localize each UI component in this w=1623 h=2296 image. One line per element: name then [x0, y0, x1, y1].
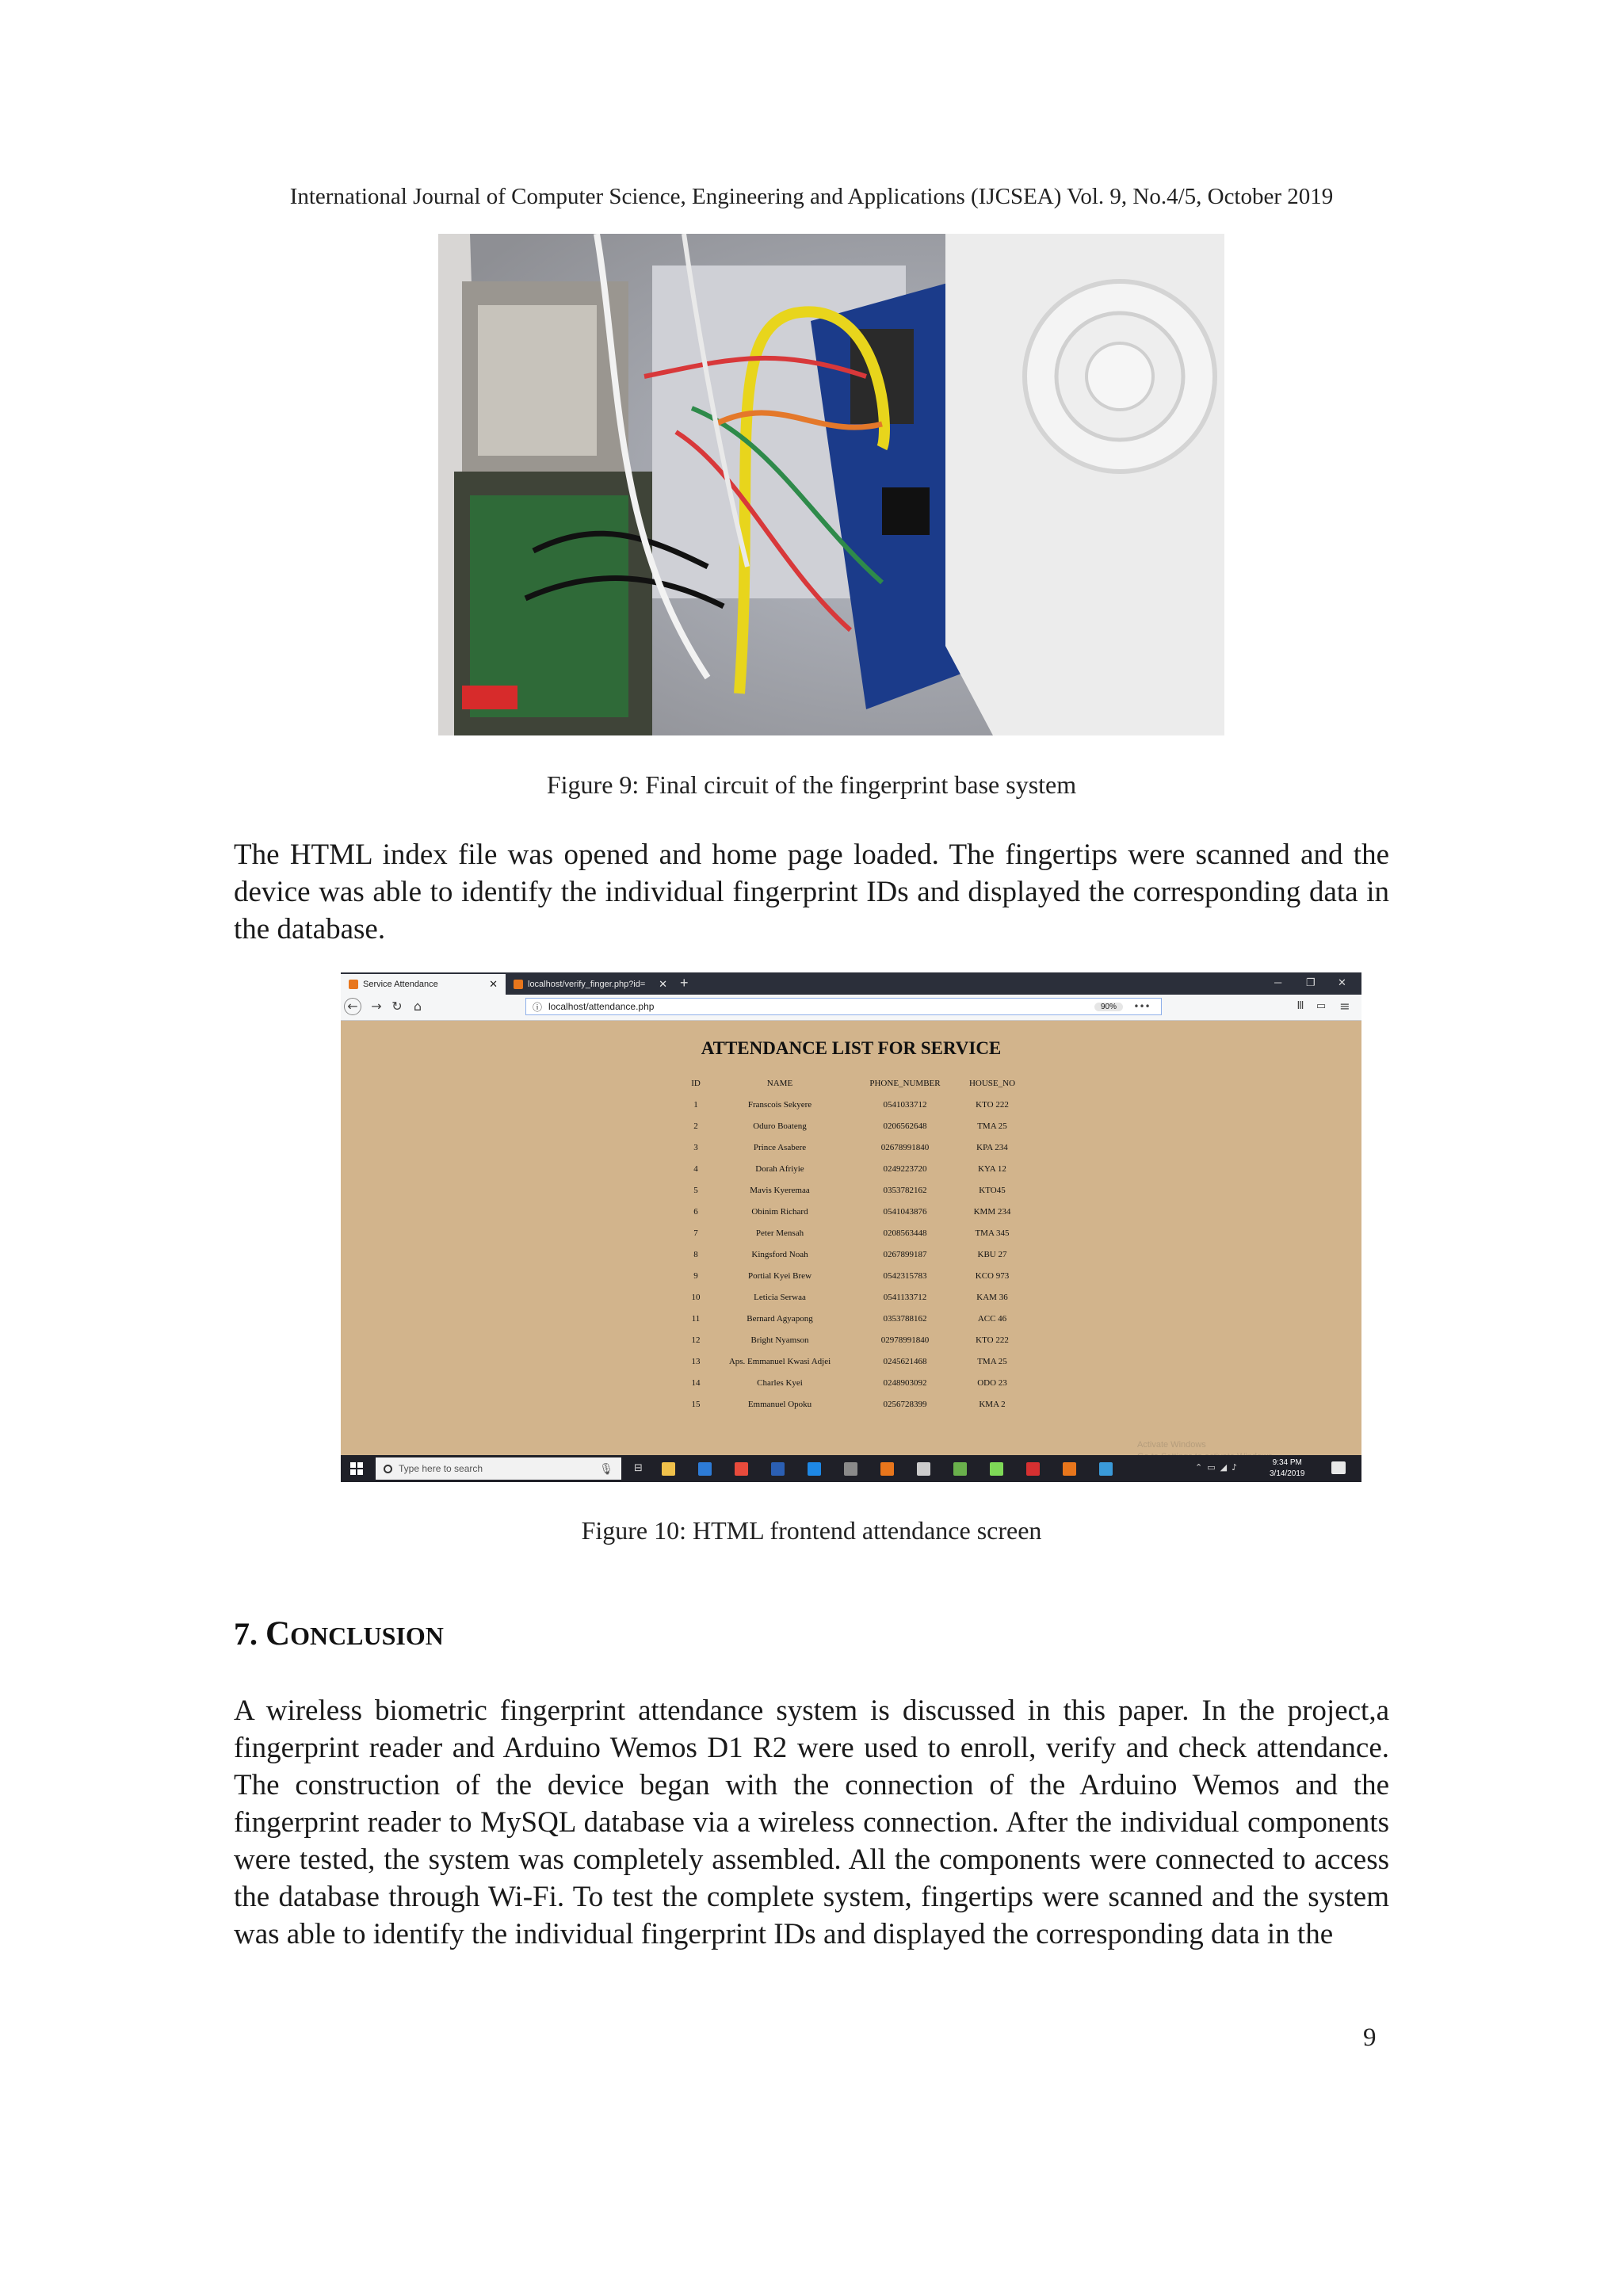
cell-id: 4 [693, 1163, 698, 1174]
cell-id: 2 [693, 1121, 698, 1131]
attendance-table [685, 1072, 1028, 1415]
table-row [685, 1350, 1028, 1372]
cell-name: Kingsford Noah [751, 1249, 808, 1259]
forward-icon[interactable]: → [371, 999, 382, 1014]
taskbar-app-icon[interactable] [1063, 1462, 1076, 1476]
paragraph-1 [234, 836, 1389, 948]
table-row [685, 1094, 1028, 1115]
running-header: International Journal of Computer Science, Engineering and Applications (IJCSEA) Vol. 9, No.4/5, October 2019 [289, 184, 1334, 209]
cell-id: 13 [691, 1356, 701, 1366]
cell-name: Emmanuel Opoku [747, 1399, 812, 1409]
watermark-line: Activate Windows [1137, 1440, 1206, 1450]
taskbar-app-icon[interactable] [953, 1462, 967, 1476]
cell-id: 5 [693, 1185, 698, 1195]
cell-name: Oduro Boateng [753, 1121, 807, 1131]
cell-house: ACC 46 [977, 1313, 1007, 1324]
section-title-initial: C [265, 1615, 291, 1652]
browser-nav-bar [341, 995, 1361, 1021]
tab-label: localhost/verify_finger.php?id= [528, 980, 646, 989]
cell-phone: 0245621468 [883, 1356, 927, 1366]
new-tab-icon[interactable]: + [680, 975, 689, 991]
column-header-house: HOUSE_NO [968, 1078, 1016, 1088]
taskbar-app-icon[interactable] [844, 1462, 857, 1476]
tab-verify-finger[interactable] [506, 974, 675, 995]
cell-phone: 0256728399 [883, 1399, 927, 1409]
task-view-icon[interactable]: ⊟ [634, 1462, 643, 1474]
table-row [685, 1244, 1028, 1265]
cell-house: KCO 973 [975, 1270, 1010, 1281]
figure-9-circuit-photo [438, 234, 1224, 735]
cell-name: Peter Mensah [755, 1228, 804, 1238]
cell-phone: 0248903092 [883, 1377, 927, 1388]
attendance-title: ATTENDANCE LIST FOR SERVICE [701, 1038, 1002, 1058]
cell-id: 1 [693, 1099, 698, 1110]
attendance-page [341, 1021, 1361, 1455]
cell-house: KTO 222 [976, 1099, 1009, 1110]
figure-9-caption: Figure 9: Final circuit of the fingerprint base system [546, 770, 1077, 799]
browser-tab-bar [341, 972, 1361, 995]
paragraph-2-text: A wireless biometric fingerprint attendance system is discussed in this paper. In the project,a fingerprint reader and Arduino Wemos D1 R2 were used to enroll, verify and check attendance. The construction of the device began with the connection of the Arduino Wemos and the fingerprint reader to MySQL database via a wireless connection. After the individual components were tested, the system was completely assembled. All the components were connected to access the database through Wi-Fi. To test the complete system, fingertips were scanned and the system was able to identify the individual fingerprint IDs and displayed the corresponding data in the [234, 1694, 1389, 1950]
cell-house: TMA 25 [977, 1356, 1007, 1366]
table-row [685, 1115, 1028, 1137]
taskbar-search-box[interactable] [376, 1457, 621, 1480]
taskbar-clock[interactable] [1270, 1457, 1305, 1480]
search-placeholder: Type here to search [399, 1463, 483, 1474]
taskbar-app-icon[interactable] [698, 1462, 712, 1476]
table-row [685, 1393, 1028, 1415]
windows-taskbar [341, 1455, 1361, 1482]
table-row [685, 1286, 1028, 1308]
cell-id: 7 [693, 1228, 698, 1238]
close-tab-icon[interactable]: ✕ [659, 978, 667, 990]
cell-house: KYA 12 [978, 1163, 1006, 1174]
favicon-icon [349, 980, 358, 989]
cell-house: TMA 25 [977, 1121, 1007, 1131]
cell-id: 8 [693, 1249, 698, 1259]
table-row [685, 1329, 1028, 1350]
cell-id: 15 [691, 1399, 701, 1409]
cell-name: Mavis Kyeremaa [750, 1185, 810, 1195]
table-row [685, 1158, 1028, 1179]
cell-phone: 0206562648 [883, 1121, 927, 1131]
taskbar-app-icon[interactable] [1099, 1462, 1113, 1476]
cell-id: 3 [693, 1142, 698, 1152]
cell-name: Portial Kyei Brew [747, 1270, 812, 1281]
cell-phone: 0541133712 [883, 1292, 927, 1302]
cell-house: KTO 222 [976, 1335, 1009, 1345]
taskbar-app-icon[interactable] [735, 1462, 748, 1476]
restore-icon[interactable]: ❐ [1306, 976, 1316, 988]
taskbar-app-icon[interactable] [771, 1462, 785, 1476]
microphone-icon[interactable]: 🎙 [599, 1461, 613, 1475]
sidebar-icon[interactable]: ▭ [1316, 1000, 1327, 1012]
figure-10-caption: Figure 10: HTML frontend attendance screen [581, 1516, 1042, 1545]
cell-house: ODO 23 [977, 1377, 1007, 1388]
close-tab-icon[interactable]: ✕ [489, 978, 498, 990]
paragraph-1-text: The HTML index file was opened and home page loaded. The fingertips were scanned and the device was able to identify the individual fingerprint IDs and displayed the corresponding data in the database. [234, 839, 1389, 946]
cell-id: 6 [693, 1206, 698, 1217]
section-number: 7. [234, 1616, 258, 1652]
attendance-table-body [685, 1094, 1028, 1415]
column-header-name: NAME [766, 1078, 793, 1088]
cell-house: KMM 234 [973, 1206, 1011, 1217]
zoom-level[interactable]: 90% [1094, 1003, 1123, 1011]
cell-name: Aps. Emmanuel Kwasi Adjei [728, 1356, 831, 1366]
cell-phone: 0249223720 [883, 1163, 927, 1174]
section-heading-conclusion [234, 1614, 444, 1653]
cell-phone: 0542315783 [883, 1270, 927, 1281]
cell-id: 12 [691, 1335, 701, 1345]
cell-house: KBU 27 [977, 1249, 1007, 1259]
cell-name: Bright Nyamson [750, 1335, 809, 1345]
section-title-rest: ONCLUSION [290, 1622, 444, 1650]
cell-id: 10 [691, 1292, 701, 1302]
cell-name: Bernard Agyapong [747, 1313, 813, 1324]
paragraph-2 [234, 1692, 1389, 1953]
clock-date: 3/14/2019 [1270, 1469, 1305, 1478]
windows-start-icon[interactable] [350, 1462, 363, 1475]
figure-10-browser-screenshot [341, 972, 1361, 1482]
favicon-icon [514, 980, 523, 989]
home-icon[interactable]: ⌂ [413, 999, 422, 1014]
notification-icon[interactable] [1331, 1461, 1346, 1474]
taskbar-app-icon[interactable] [808, 1462, 821, 1476]
cell-phone: 02678991840 [880, 1142, 930, 1152]
table-row [685, 1372, 1028, 1393]
url-text: localhost/attendance.php [548, 1001, 655, 1012]
taskbar-app-icon[interactable] [917, 1462, 930, 1476]
clock-time: 9:34 PM [1272, 1458, 1302, 1467]
cell-name: Prince Asabere [753, 1142, 807, 1152]
back-icon[interactable]: ← [344, 998, 361, 1015]
cell-house: KAM 36 [976, 1292, 1008, 1302]
cell-phone: 0353782162 [883, 1185, 927, 1195]
table-header-row [685, 1072, 1028, 1094]
table-row [685, 1265, 1028, 1286]
cell-house: KPA 234 [976, 1142, 1008, 1152]
table-row [685, 1201, 1028, 1222]
address-bar[interactable] [525, 998, 1162, 1015]
cell-phone: 02978991840 [880, 1335, 930, 1345]
column-header-phone: PHONE_NUMBER [869, 1078, 941, 1088]
close-window-icon[interactable]: ✕ [1338, 976, 1346, 988]
reload-icon[interactable]: ↻ [391, 999, 403, 1014]
taskbar-app-icon[interactable] [662, 1462, 675, 1476]
cell-house: TMA 345 [975, 1228, 1010, 1238]
more-actions-icon[interactable]: ••• [1133, 1001, 1151, 1012]
cell-name: Obinim Richard [751, 1206, 808, 1217]
cell-id: 11 [691, 1313, 701, 1324]
table-row [685, 1222, 1028, 1244]
cell-name: Franscois Sekyere [747, 1099, 812, 1110]
cell-id: 9 [693, 1270, 698, 1281]
cell-phone: 0208563448 [883, 1228, 927, 1238]
cell-phone: 0541033712 [883, 1099, 927, 1110]
info-icon: ⓘ [533, 1001, 543, 1013]
minimize-icon[interactable]: ─ [1274, 976, 1282, 988]
cell-phone: 0541043876 [883, 1206, 927, 1217]
taskbar-app-icon[interactable] [990, 1462, 1003, 1476]
system-tray-icons[interactable]: ⌃▭◢♪ [1195, 1462, 1243, 1473]
column-header-id: ID [691, 1078, 701, 1088]
taskbar-app-icon[interactable] [880, 1462, 894, 1476]
cell-name: Leticia Serwaa [754, 1292, 806, 1302]
tab-label: Service Attendance [363, 980, 438, 989]
page-number: 9 [1363, 2023, 1377, 2052]
circuit-photo-illustration [438, 234, 1224, 735]
library-icon[interactable]: Ⅲ [1296, 1000, 1304, 1012]
cell-id: 14 [691, 1377, 701, 1388]
cell-phone: 0267899187 [883, 1249, 927, 1259]
tab-service-attendance[interactable] [341, 974, 506, 995]
menu-icon[interactable]: ≡ [1339, 999, 1350, 1014]
cell-house: KTO45 [979, 1185, 1006, 1195]
cell-phone: 0353788162 [883, 1313, 927, 1324]
table-row [685, 1179, 1028, 1201]
taskbar-app-icon[interactable] [1026, 1462, 1040, 1476]
table-row [685, 1308, 1028, 1329]
cortana-icon [384, 1465, 392, 1473]
cell-name: Charles Kyei [757, 1377, 803, 1388]
cell-house: KMA 2 [979, 1399, 1006, 1409]
cell-name: Dorah Afriyie [755, 1163, 804, 1174]
table-row [685, 1137, 1028, 1158]
